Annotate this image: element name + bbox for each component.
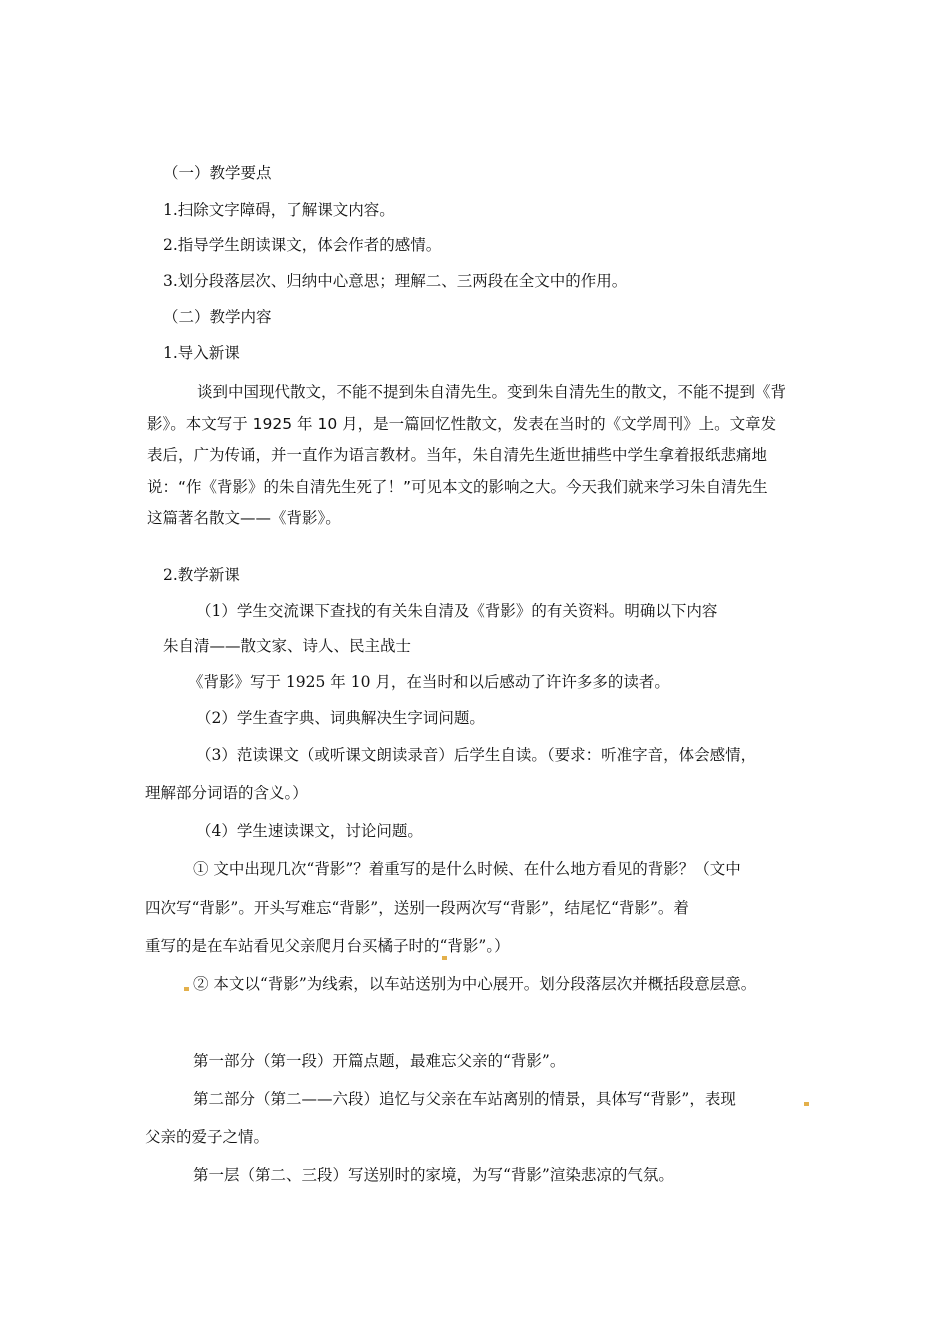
section-heading-teaching-content: （二）教学内容	[163, 308, 272, 326]
step-4: （4）学生速读课文，讨论问题。	[196, 822, 423, 840]
annotation-mark	[184, 987, 189, 991]
step-1: （1）学生交流课下查找的有关朱自清及《背影》的有关资料。明确以下内容	[196, 602, 718, 620]
intro-line-3: 表后，广为传诵，并一直作为语言教材。当年，朱自清先生逝世捕些中学生拿着报纸悲痛地	[147, 446, 768, 464]
question-1-line-1: ① 文中出现几次“背影”？着重写的是什么时候、在什么地方看见的背影？（文中	[193, 860, 741, 878]
intro-line-5: 这篇著名散文——《背影》。	[147, 509, 341, 527]
teaching-point-3: 3.划分段落层次、归纳中心意思；理解二、三两段在全文中的作用。	[163, 272, 628, 290]
intro-line-2: 影》。本文写于 1925 年 10 月，是一篇回忆性散文，发表在当时的《文学周刊》上。文章发	[147, 415, 777, 433]
annotation-mark	[442, 956, 447, 960]
question-1-line-3: 重写的是在车站看见父亲爬月台买橘子时的“背影”。）	[145, 937, 510, 955]
step-2: （2）学生查字典、词典解决生字词问题。	[196, 709, 485, 727]
step-3-line-1: （3）范读课文（或听课文朗读录音）后学生自读。（要求：听准字音，体会感情，	[196, 746, 757, 764]
part-2-summary-line-1: 第二部分（第二——六段）追忆与父亲在车站离别的情景，具体写“背影”，表现	[193, 1090, 736, 1108]
question-2: ② 本文以“背影”为线索，以车站送别为中心展开。划分段落层次并概括段意层意。	[193, 975, 757, 993]
intro-line-4: 说：“作《背影》的朱自清先生死了！”可见本文的影响之大。今天我们就来学习朱自清先生	[147, 478, 768, 496]
section-heading-teaching-points: （一）教学要点	[163, 164, 272, 182]
zhu-ziqing-identity: 朱自清——散文家、诗人、民主战士	[163, 637, 412, 655]
teaching-point-2: 2.指导学生朗读课文，体会作者的感情。	[163, 236, 442, 254]
annotation-mark	[804, 1102, 809, 1106]
part-2-summary-line-2: 父亲的爱子之情。	[145, 1128, 270, 1146]
teaching-point-1: 1.扫除文字障碍，了解课文内容。	[163, 201, 395, 219]
layer-1-summary: 第一层（第二、三段）写送别时的家境，为写“背影”渲染悲凉的气氛。	[193, 1166, 674, 1184]
subheading-new-lesson: 2.教学新课	[163, 566, 240, 584]
question-1-line-2: 四次写“背影”。开头写难忘“背影”，送别一段两次写“背影”，结尾忆“背影”。着	[145, 899, 689, 917]
intro-line-1: 谈到中国现代散文，不能不提到朱自清先生。变到朱自清先生的散文，不能不提到《背	[197, 383, 787, 401]
beiying-info: 《背影》写于 1925 年 10 月，在当时和以后感动了许许多多的读者。	[188, 673, 670, 691]
subheading-intro: 1.导入新课	[163, 344, 240, 362]
part-1-summary: 第一部分（第一段）开篇点题，最难忘父亲的“背影”。	[193, 1052, 566, 1070]
step-3-line-2: 理解部分词语的含义。）	[145, 784, 308, 802]
